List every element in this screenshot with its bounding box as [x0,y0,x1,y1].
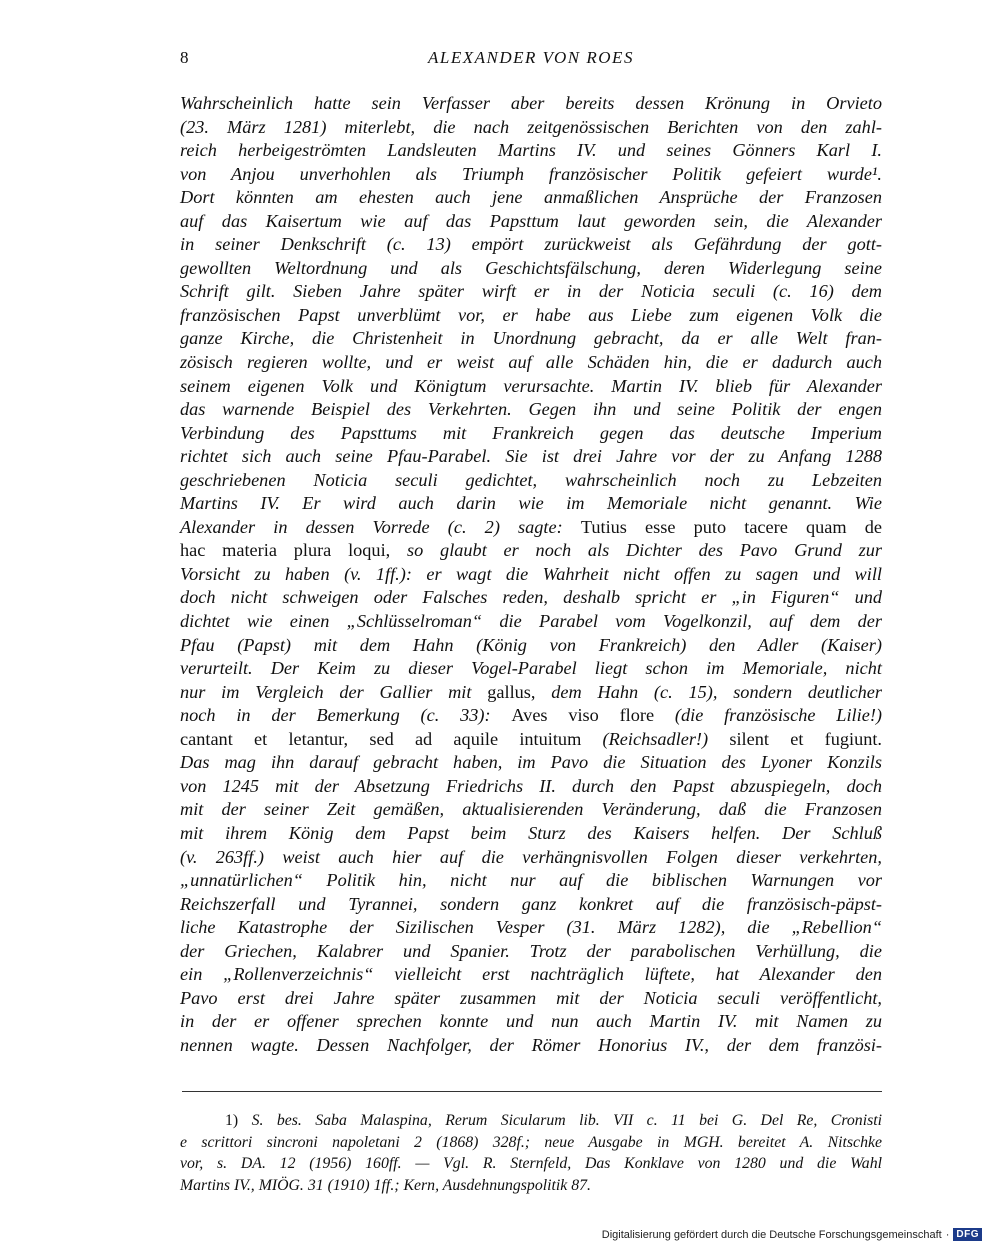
text-line [180,445,882,469]
text-line [180,492,882,516]
credit-text: Digitalisierung gefördert durch die Deutsche Forschungsgemeinschaft [601,1228,942,1241]
text-segment: doch nicht schweigen oder Falsches reden, deshalb spricht er „in Figuren“ und [180,587,882,608]
running-title: ALEXANDER VON ROES [428,48,634,67]
text-segment: noch in der Bemerkung (c. 33): [180,705,512,726]
text-segment: Reichszerfall und Tyrannei, sondern ganz konkret auf die französisch-päpst- [180,893,882,914]
text-line [180,92,882,116]
page-header [180,48,882,74]
text-line [180,186,882,210]
text-line [180,634,882,658]
text-segment: auf das Kaisertum wie auf das Papsttum laut geworden sein, die Alexander [180,210,882,231]
text-segment: Das mag ihn darauf gebracht haben, im Pavo die Situation des Lyoner Konzils [180,752,882,773]
text-line [180,539,882,563]
text-line [180,116,882,140]
footnote-text: e scrittori sincroni napoletani 2 (1868) 328f.; neue Ausgabe in MGH. bereitet A. Nitschke [180,1133,882,1151]
text-line [180,940,882,964]
footnote-line [180,1153,882,1175]
text-segment: ein „Rollenverzeichnis“ vielleicht erst nachträglich lüftete, hat Alexander den [180,964,882,985]
text-line [180,610,882,634]
text-line [180,139,882,163]
text-segment: geschriebenen Noticia seculi gedichtet, wahrscheinlich noch zu Lebzeiten [180,469,882,490]
text-line [180,775,882,799]
page-number: 8 [180,48,189,67]
text-line [180,375,882,399]
text-segment: in der er offener sprechen konnte und nun auch Martin IV. mit Namen zu [180,1011,882,1032]
text-line [180,469,882,493]
text-segment: „unnatürlichen“ Politik hin, nicht nur auf die biblischen Warnungen vor [180,870,882,891]
text-segment: seinem eigenen Volk und Königtum verursachte. Martin IV. blieb für Alexander [180,375,882,396]
text-segment: französischen Papst unverblümt vor, er habe aus Liebe zum eigenen Volk die [180,304,882,325]
text-line [180,422,882,446]
text-line [180,233,882,257]
text-segment: der Griechen, Kalabrer und Spanier. Trotz der parabolischen Verhüllung, die [180,940,882,961]
dfg-logo-icon: DFG [953,1228,982,1241]
footnote-marker: 1) [225,1112,252,1129]
text-segment: dem Hahn (c. 15), sondern deutlicher [535,681,882,702]
text-line [180,916,882,940]
text-line [180,963,882,987]
body-text [180,92,882,1057]
text-segment: ganze Kirche, die Christenheit in Unordnung gebracht, da er alle Welt fran- [180,328,882,349]
text-line [180,516,882,540]
text-segment: so glaubt er noch als Dichter des Pavo Grund zur [390,540,882,561]
footnotes [180,1110,882,1196]
text-line [180,798,882,822]
text-line [180,1034,882,1058]
text-line [180,751,882,775]
text-segment: Martins IV. Er wird auch darin wie im Memoriale nicht genannt. Wie [180,493,882,514]
text-segment: Dort könnten am ehesten auch jene anmaßlichen Ansprüche der Franzosen [180,187,882,208]
text-segment: nennen wagte. Dessen Nachfolger, der Römer Honorius IV., der dem französi- [180,1034,882,1055]
footnote-text: S. bes. Saba Malaspina, Rerum Sicularum lib. VII c. 11 bei G. Del Re, Cronisti [251,1112,883,1129]
text-segment: Alexander in dessen Vorrede (c. 2) sagte: [180,516,581,537]
footnote-line [180,1175,882,1197]
latin-quote: hac materia plura loqui, [180,540,391,561]
text-line [180,1010,882,1034]
text-segment: Verbindung des Papsttums mit Frankreich gegen das deutsche Imperium [180,422,882,443]
text-line [180,681,882,705]
text-line [180,563,882,587]
text-line [180,210,882,234]
text-line [180,893,882,917]
text-segment: von 1245 mit der Absetzung Friedrichs II. durch den Papst abzuspiegeln, doch [180,775,882,796]
text-segment: (23. März 1281) miterlebt, die nach zeitgenössischen Berichten von den zahl- [180,116,882,137]
text-segment: (die französische Lilie!) [654,705,882,726]
text-segment: nur im Vergleich der Gallier mit [180,681,488,702]
text-segment: gewollten Weltordnung und als Geschichtsfälschung, deren Widerlegung seine [180,257,882,278]
text-segment: reich herbeigeströmten Landsleuten Martins IV. und seines Gönners Karl I. [180,140,882,161]
text-segment: in seiner Denkschrift (c. 13) empört zurückweist als Gefährdung der gott- [180,234,882,255]
text-line [180,822,882,846]
footnote-text: Martins IV., MIÖG. 31 (1910) 1ff.; Kern, Ausdehnungspolitik 87. [180,1176,591,1194]
latin-quote: Tutius esse puto tacere quam de [580,516,882,537]
footnote-divider [182,1091,882,1092]
text-segment: verurteilt. Der Keim zu dieser Vogel-Parabel liegt schon im Memoriale, nicht [180,658,882,679]
text-segment: Schrift gilt. Sieben Jahre später wirft er in der Noticia seculi (c. 16) dem [180,281,882,302]
text-segment: (v. 263ff.) weist auch hier auf die verhängnisvollen Folgen dieser verkehrten, [180,846,882,867]
text-line [180,657,882,681]
text-segment: das warnende Beispiel des Verkehrten. Gegen ihn und seine Politik der engen [180,399,882,420]
text-segment: liche Katastrophe der Sizilischen Vesper (31. März 1282), die „Rebellion“ [180,917,882,938]
text-segment: Wahrscheinlich hatte sein Verfasser aber bereits dessen Krönung in Orvieto [180,93,882,113]
text-line [180,351,882,375]
text-line [180,869,882,893]
latin-quote: cantant et letantur, sed ad aquile intuitum [180,728,582,749]
text-segment: zösisch regieren wollte, und er weist auf alle Schäden hin, die er dadurch auch [180,352,882,373]
text-line [180,280,882,304]
text-segment: Pavo erst drei Jahre später zusammen mit der Noticia seculi veröffentlicht, [180,987,882,1008]
text-line [180,987,882,1011]
digitization-credit [602,1228,982,1241]
text-line [180,728,882,752]
footnote-line [180,1110,882,1132]
text-segment: (Reichsadler!) [581,728,730,749]
text-segment: von Anjou unverhohlen als Triumph französischer Politik gefeiert wurde¹. [180,163,882,184]
text-line [180,327,882,351]
text-line [180,304,882,328]
text-segment: mit ihrem König dem Papst beim Sturz des Kaisers helfen. Der Schluß [180,822,882,843]
footnote-text: vor, s. DA. 12 (1956) 160ff. — Vgl. R. Sternfeld, Das Konklave von 1280 und die Wahl [180,1155,882,1172]
latin-quote: gallus, [487,681,536,702]
text-line [180,586,882,610]
text-segment: dichtet wie einen „Schlüsselroman“ die Parabel vom Vogelkonzil, auf dem der [180,611,882,632]
text-line [180,846,882,870]
text-line [180,398,882,422]
text-segment: Vorsicht zu haben (v. 1ff.): er wagt die Wahrheit nicht offen zu sagen und will [180,563,882,584]
credit-separator: · [945,1228,950,1241]
text-segment: Pfau (Papst) mit dem Hahn (König von Frankreich) den Adler (Kaiser) [180,634,882,655]
text-line [180,257,882,281]
text-segment: mit der seiner Zeit gemäßen, aktualisierenden Veränderung, daß die Franzosen [180,799,882,820]
footnote-line [180,1132,882,1154]
latin-quote: silent et fugiunt. [729,728,883,749]
text-segment: richtet sich auch seine Pfau-Parabel. Sie ist drei Jahre vor der zu Anfang 1288 [180,446,882,467]
text-line [180,704,882,728]
text-line [180,163,882,187]
latin-quote: Aves viso flore [511,705,655,726]
